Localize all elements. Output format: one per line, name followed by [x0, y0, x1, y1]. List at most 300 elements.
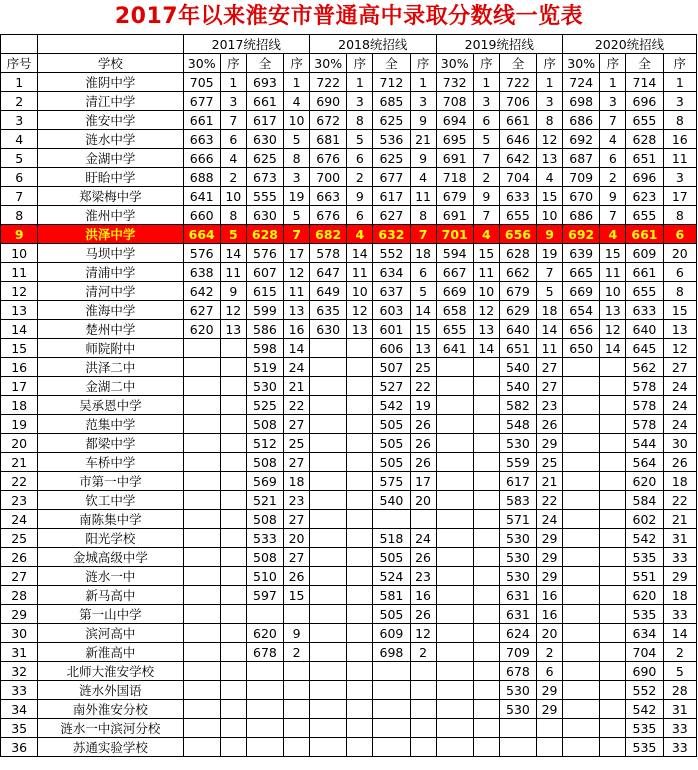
- row-index: 10: [1, 244, 38, 263]
- score-cell: 562: [626, 358, 663, 377]
- score-cell: [436, 662, 473, 681]
- page-title: 2017年以来淮安市普通高中录取分数线一览表: [114, 4, 584, 29]
- score-cell: 679: [436, 187, 473, 206]
- rank-cell: [220, 434, 246, 453]
- rank-cell: [347, 586, 373, 605]
- row-index: 23: [1, 491, 38, 510]
- score-cell: 661: [183, 111, 220, 130]
- score-cell: 505: [373, 434, 410, 453]
- rank-cell: 8: [220, 206, 246, 225]
- row-index: 34: [1, 700, 38, 719]
- score-cell: 581: [373, 586, 410, 605]
- rank-cell: [410, 719, 436, 738]
- score-cell: 505: [373, 415, 410, 434]
- score-cell: [183, 624, 220, 643]
- score-cell: [436, 491, 473, 510]
- rank-cell: 9: [537, 225, 563, 244]
- year-header-row: [1, 35, 697, 54]
- rank-cell: 8: [663, 206, 696, 225]
- school-name: 滨河高中: [38, 624, 183, 643]
- score-cell: [373, 662, 410, 681]
- school-name: 涟水一中滨河分校: [38, 719, 183, 738]
- score-cell: 691: [436, 149, 473, 168]
- score-cell: 578: [310, 244, 347, 263]
- score-cell: [183, 643, 220, 662]
- school-name: 吴承恩中学: [38, 396, 183, 415]
- score-cell: 609: [373, 624, 410, 643]
- score-cell: [310, 472, 347, 491]
- score-cell: 603: [373, 301, 410, 320]
- year-header: 2017统招线: [183, 35, 310, 54]
- rank-cell: 22: [663, 491, 696, 510]
- score-cell: 628: [626, 130, 663, 149]
- score-cell: 601: [373, 320, 410, 339]
- rank-cell: 7: [600, 206, 626, 225]
- rank-cell: [473, 453, 499, 472]
- rank-cell: 11: [663, 149, 696, 168]
- rank-cell: [347, 434, 373, 453]
- rank-cell: [347, 548, 373, 567]
- school-name: 涟水中学: [38, 130, 183, 149]
- rank-cell: 15: [663, 301, 696, 320]
- score-cell: [436, 605, 473, 624]
- rank-cell: [473, 396, 499, 415]
- table-row: [1, 624, 697, 643]
- score-cell: 552: [626, 681, 663, 700]
- score-cell: 661: [626, 263, 663, 282]
- rank-cell: 13: [284, 301, 310, 320]
- rank-cell: 1: [284, 73, 310, 92]
- rank-cell: 27: [537, 358, 563, 377]
- score-cell: 663: [183, 130, 220, 149]
- score-cell: 686: [563, 206, 600, 225]
- rank-cell: 11: [284, 282, 310, 301]
- score-cell: 508: [246, 415, 283, 434]
- score-cell: 627: [373, 206, 410, 225]
- row-index: 36: [1, 738, 38, 757]
- score-cell: 542: [626, 529, 663, 548]
- score-cell: [436, 624, 473, 643]
- table-row: [1, 130, 697, 149]
- rank-cell: [220, 681, 246, 700]
- rank-cell: [220, 605, 246, 624]
- score-cell: 634: [626, 624, 663, 643]
- score-cell: [436, 396, 473, 415]
- score-cell: [183, 491, 220, 510]
- row-index: 6: [1, 168, 38, 187]
- score-cell: 609: [626, 244, 663, 263]
- score-cell: 607: [246, 263, 283, 282]
- score-cell: 681: [310, 130, 347, 149]
- score-cell: [563, 662, 600, 681]
- score-cell: 530: [246, 377, 283, 396]
- score-cell: 530: [499, 567, 536, 586]
- rank-cell: 4: [600, 225, 626, 244]
- score-cell: [436, 548, 473, 567]
- rank-cell: [220, 700, 246, 719]
- rank-cell: 13: [410, 339, 436, 358]
- score-cell: 540: [373, 491, 410, 510]
- score-cell: 521: [246, 491, 283, 510]
- score-cell: 518: [373, 529, 410, 548]
- rank-cell: [347, 700, 373, 719]
- score-cell: 698: [563, 92, 600, 111]
- score-cell: 524: [373, 567, 410, 586]
- score-cell: 505: [373, 548, 410, 567]
- score-cell: [183, 434, 220, 453]
- score-cell: 578: [626, 396, 663, 415]
- rank-cell: 9: [284, 624, 310, 643]
- score-cell: [563, 529, 600, 548]
- score-cell: 635: [310, 301, 347, 320]
- rank-cell: 12: [600, 320, 626, 339]
- score-cell: 576: [183, 244, 220, 263]
- score-cell: [310, 567, 347, 586]
- score-cell: [310, 434, 347, 453]
- rank-cell: 5: [473, 130, 499, 149]
- score-cell: 583: [499, 491, 536, 510]
- score-cell: [246, 719, 283, 738]
- rank-cell: 26: [410, 415, 436, 434]
- rank-cell: 18: [663, 586, 696, 605]
- rank-cell: [220, 624, 246, 643]
- table-row: [1, 491, 697, 510]
- rank-cell: 6: [220, 130, 246, 149]
- rank-cell: 2: [473, 168, 499, 187]
- rank-cell: [473, 510, 499, 529]
- rank-cell: 3: [663, 168, 696, 187]
- score-cell: 722: [499, 73, 536, 92]
- score-cell: 655: [499, 206, 536, 225]
- row-index: 29: [1, 605, 38, 624]
- score-cell: 678: [246, 643, 283, 662]
- score-cell: 510: [246, 567, 283, 586]
- rank-cell: 5: [347, 130, 373, 149]
- score-cell: 525: [246, 396, 283, 415]
- score-cell: 623: [626, 187, 663, 206]
- score-cell: 651: [626, 149, 663, 168]
- row-index: 20: [1, 434, 38, 453]
- rank-cell: 6: [347, 149, 373, 168]
- score-cell: [310, 586, 347, 605]
- rank-cell: [284, 719, 310, 738]
- rank-cell: 12: [537, 130, 563, 149]
- rank-cell: 3: [600, 92, 626, 111]
- rank-cell: 2: [220, 168, 246, 187]
- score-cell: 530: [499, 434, 536, 453]
- score-cell: 667: [436, 263, 473, 282]
- score-cell: 625: [373, 149, 410, 168]
- table-row: [1, 529, 697, 548]
- rank-cell: [220, 358, 246, 377]
- rank-cell: 29: [663, 567, 696, 586]
- score-cell: 624: [499, 624, 536, 643]
- score-cell: 672: [310, 111, 347, 130]
- rank-cell: 13: [473, 320, 499, 339]
- rank-cell: 20: [537, 624, 563, 643]
- sub-header: 全: [626, 54, 663, 73]
- rank-cell: 4: [410, 168, 436, 187]
- score-cell: 682: [310, 225, 347, 244]
- rank-cell: 26: [410, 548, 436, 567]
- score-cell: 708: [436, 92, 473, 111]
- table-row: [1, 453, 697, 472]
- score-cell: 690: [626, 662, 663, 681]
- rank-cell: 17: [663, 187, 696, 206]
- rank-cell: 7: [410, 225, 436, 244]
- score-cell: [183, 510, 220, 529]
- rank-cell: 10: [220, 187, 246, 206]
- score-cell: 645: [626, 339, 663, 358]
- school-name: 金湖二中: [38, 377, 183, 396]
- rank-cell: [600, 396, 626, 415]
- row-index: 19: [1, 415, 38, 434]
- score-cell: 633: [499, 187, 536, 206]
- rank-cell: 3: [473, 92, 499, 111]
- rank-cell: 14: [410, 301, 436, 320]
- table-row: [1, 358, 697, 377]
- score-cell: 533: [246, 529, 283, 548]
- rank-cell: 26: [410, 453, 436, 472]
- score-cell: 617: [373, 187, 410, 206]
- score-cell: 704: [499, 168, 536, 187]
- score-cell: [246, 662, 283, 681]
- score-cell: [563, 700, 600, 719]
- rank-cell: [347, 681, 373, 700]
- row-index: 14: [1, 320, 38, 339]
- score-cell: 620: [183, 320, 220, 339]
- rank-cell: [600, 529, 626, 548]
- rank-cell: [600, 415, 626, 434]
- rank-cell: [347, 662, 373, 681]
- rank-cell: 33: [663, 738, 696, 757]
- row-index: 9: [1, 225, 38, 244]
- rank-cell: [347, 472, 373, 491]
- table-row: [1, 377, 697, 396]
- row-index: 16: [1, 358, 38, 377]
- rank-cell: 8: [410, 206, 436, 225]
- rank-cell: 23: [537, 396, 563, 415]
- rank-cell: [347, 491, 373, 510]
- score-cell: 530: [499, 548, 536, 567]
- sub-header: 30%: [436, 54, 473, 73]
- rank-cell: 19: [410, 396, 436, 415]
- rank-cell: 33: [663, 605, 696, 624]
- rank-cell: [220, 491, 246, 510]
- score-cell: 670: [563, 187, 600, 206]
- score-cell: [310, 396, 347, 415]
- rank-cell: [600, 453, 626, 472]
- score-cell: [563, 434, 600, 453]
- rank-cell: [347, 605, 373, 624]
- score-cell: [436, 700, 473, 719]
- rank-cell: 8: [663, 282, 696, 301]
- rank-cell: 14: [663, 624, 696, 643]
- score-cell: [563, 453, 600, 472]
- rank-cell: 6: [663, 263, 696, 282]
- rank-cell: [347, 339, 373, 358]
- table-row: [1, 320, 697, 339]
- score-cell: [310, 662, 347, 681]
- score-cell: 692: [563, 225, 600, 244]
- row-index: 18: [1, 396, 38, 415]
- score-cell: 576: [246, 244, 283, 263]
- row-index: 15: [1, 339, 38, 358]
- rank-cell: [600, 434, 626, 453]
- rank-cell: [220, 377, 246, 396]
- rank-cell: [473, 643, 499, 662]
- score-cell: [436, 529, 473, 548]
- table-row: [1, 339, 697, 358]
- rank-cell: 5: [663, 662, 696, 681]
- score-cell: 661: [499, 111, 536, 130]
- score-cell: [436, 434, 473, 453]
- score-cell: [183, 681, 220, 700]
- rank-cell: [473, 719, 499, 738]
- rank-cell: 19: [537, 244, 563, 263]
- score-cell: 582: [499, 396, 536, 415]
- rank-cell: 29: [537, 529, 563, 548]
- rank-cell: 27: [663, 358, 696, 377]
- rank-cell: [220, 738, 246, 757]
- score-cell: [436, 472, 473, 491]
- row-index: 30: [1, 624, 38, 643]
- year-header: 2018统招线: [310, 35, 437, 54]
- score-cell: 505: [373, 453, 410, 472]
- rank-cell: 29: [537, 567, 563, 586]
- score-cell: 646: [499, 130, 536, 149]
- rank-cell: 6: [473, 111, 499, 130]
- rank-cell: [347, 358, 373, 377]
- row-index: 17: [1, 377, 38, 396]
- score-cell: [436, 377, 473, 396]
- score-cell: 640: [499, 320, 536, 339]
- school-name: 清河中学: [38, 282, 183, 301]
- score-cell: 649: [310, 282, 347, 301]
- row-index: 3: [1, 111, 38, 130]
- rank-cell: 22: [284, 396, 310, 415]
- score-cell: 660: [183, 206, 220, 225]
- rank-cell: 31: [663, 700, 696, 719]
- rank-cell: 10: [600, 282, 626, 301]
- score-cell: [563, 586, 600, 605]
- rank-cell: 4: [600, 130, 626, 149]
- rank-cell: 24: [663, 377, 696, 396]
- school-name: 金湖中学: [38, 149, 183, 168]
- school-name: 淮州中学: [38, 206, 183, 225]
- table-row: [1, 434, 697, 453]
- rank-cell: 33: [663, 719, 696, 738]
- school-name: 清江中学: [38, 92, 183, 111]
- score-cell: 704: [626, 643, 663, 662]
- rank-cell: [220, 396, 246, 415]
- score-cell: [563, 681, 600, 700]
- score-cell: 655: [626, 111, 663, 130]
- score-cell: [436, 586, 473, 605]
- score-cell: 698: [373, 643, 410, 662]
- rank-cell: [473, 358, 499, 377]
- score-cell: 530: [499, 700, 536, 719]
- rank-cell: 12: [473, 301, 499, 320]
- rank-cell: 28: [663, 681, 696, 700]
- rank-cell: 23: [284, 491, 310, 510]
- table-row: [1, 415, 697, 434]
- score-cell: [310, 339, 347, 358]
- score-cell: 690: [310, 92, 347, 111]
- rank-cell: [473, 662, 499, 681]
- sub-header: 序: [663, 54, 696, 73]
- rank-cell: 9: [473, 187, 499, 206]
- score-cell: 630: [246, 130, 283, 149]
- score-cell: [563, 491, 600, 510]
- score-cell: 571: [499, 510, 536, 529]
- score-cell: 508: [246, 510, 283, 529]
- score-cell: 508: [246, 548, 283, 567]
- sub-header: 全: [246, 54, 283, 73]
- score-cell: 512: [246, 434, 283, 453]
- score-cell: [246, 681, 283, 700]
- rank-cell: [284, 662, 310, 681]
- score-cell: [563, 510, 600, 529]
- rank-cell: [220, 643, 246, 662]
- score-cell: 535: [626, 738, 663, 757]
- sub-header: 30%: [310, 54, 347, 73]
- score-cell: 602: [626, 510, 663, 529]
- rank-cell: 14: [284, 339, 310, 358]
- rank-cell: [347, 738, 373, 757]
- rank-cell: [220, 719, 246, 738]
- score-cell: 536: [373, 130, 410, 149]
- score-cell: 555: [246, 187, 283, 206]
- score-cell: 630: [310, 320, 347, 339]
- score-cell: 642: [499, 149, 536, 168]
- score-cell: 586: [246, 320, 283, 339]
- score-cell: 540: [499, 358, 536, 377]
- score-cell: 650: [563, 339, 600, 358]
- score-cell: 664: [183, 225, 220, 244]
- school-name: 苏通实验学校: [38, 738, 183, 757]
- rank-cell: 24: [537, 510, 563, 529]
- rank-cell: [284, 700, 310, 719]
- table-row: [1, 472, 697, 491]
- rank-cell: 27: [537, 377, 563, 396]
- rank-cell: 11: [220, 263, 246, 282]
- score-cell: [183, 738, 220, 757]
- score-cell: 631: [499, 605, 536, 624]
- score-cell: 669: [563, 282, 600, 301]
- rank-cell: 4: [220, 149, 246, 168]
- sub-header-row: [1, 54, 697, 73]
- rank-cell: 1: [347, 73, 373, 92]
- score-cell: 677: [373, 168, 410, 187]
- rank-cell: [347, 510, 373, 529]
- score-cell: 617: [246, 111, 283, 130]
- rank-cell: 12: [347, 301, 373, 320]
- score-cell: 695: [436, 130, 473, 149]
- rank-cell: [347, 396, 373, 415]
- school-name: 涟水一中: [38, 567, 183, 586]
- rank-cell: 26: [284, 567, 310, 586]
- table-row: [1, 244, 697, 263]
- school-name: 第一山中学: [38, 605, 183, 624]
- rank-cell: 18: [410, 244, 436, 263]
- rank-cell: 24: [663, 415, 696, 434]
- score-cell: 692: [563, 130, 600, 149]
- rank-cell: 15: [537, 187, 563, 206]
- score-cell: 507: [373, 358, 410, 377]
- score-cell: 535: [626, 548, 663, 567]
- rank-cell: [473, 624, 499, 643]
